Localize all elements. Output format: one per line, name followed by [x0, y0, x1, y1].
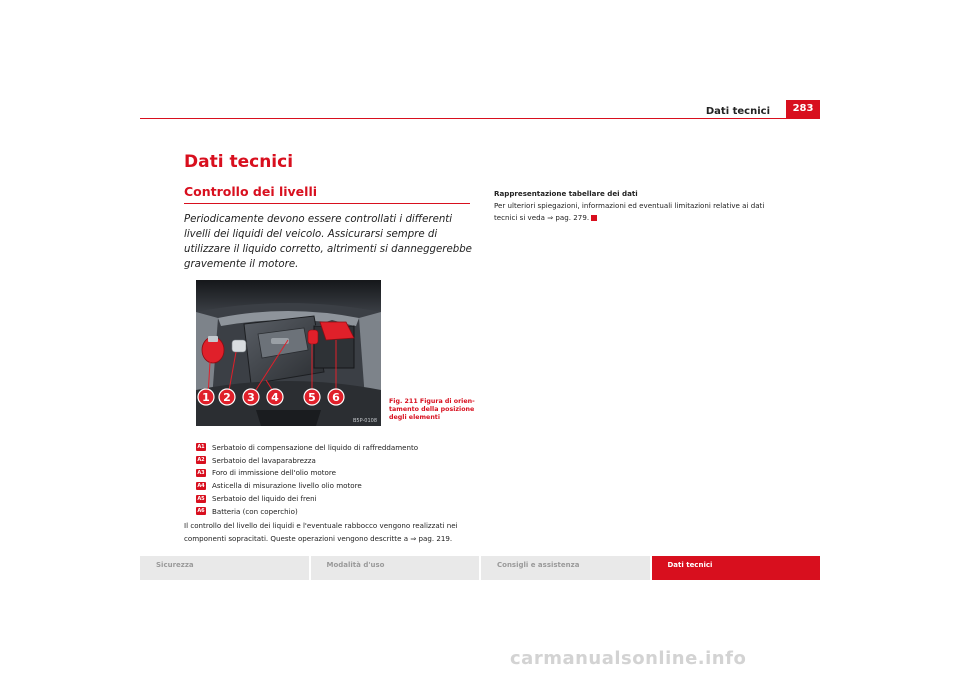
data-table-paragraph — [494, 200, 784, 224]
page-number: 283 — [786, 100, 820, 118]
figure-caption: Fig. 211 Figura di orien-tamento della posizione degli elementi — [389, 398, 475, 421]
data-table-text: Per ulteriori spiegazioni, informazioni ed eventuali limitazioni relative ai dati tecnici si veda ⇒ pag. 279. — [494, 201, 765, 222]
legend-badge: A5 — [197, 495, 205, 502]
callout-5 — [304, 389, 320, 405]
section-rule — [184, 203, 470, 204]
legend-badge: A3 — [197, 469, 205, 476]
section-title: Controllo dei livelli — [184, 184, 318, 199]
body-text: Il controllo del livello dei liquidi e l'eventuale rabbocco vengono realizzati nei componenti sopracitati. Queste operazioni vengono descritte a ⇒ pag. 219. — [184, 521, 458, 543]
svg-text:4: 4 — [271, 391, 279, 404]
svg-text:3: 3 — [247, 391, 255, 404]
data-table-heading: Rappresentazione tabellare dei dati — [494, 189, 638, 198]
intro-paragraph: Periodicamente devono essere controllati i differenti livelli dei liquidi del veicolo. Assicurarsi sempre di utilizzare il liquido corretto, altrimenti si danneggerebbe gravemente il motore. — [184, 214, 472, 270]
legend-text: Serbatoio del lavaparabrezza — [212, 455, 316, 465]
legend-text: Serbatoio del liquido dei freni — [212, 494, 317, 504]
legend-text: Serbatoio di compensazione del liquido di raffreddamento — [212, 442, 419, 452]
legend-text: Asticella di misurazione livello olio motore — [212, 481, 362, 491]
svg-text:6: 6 — [332, 391, 340, 404]
callout-4 — [267, 389, 283, 405]
legend-item — [196, 479, 418, 492]
svg-text:2: 2 — [223, 391, 231, 404]
figure-code: B5P-0108 — [352, 418, 377, 424]
legend-badge: A1 — [197, 444, 205, 451]
legend-text: Batteria (con coperchio) — [212, 506, 298, 516]
tab-consigli-assistenza[interactable]: Consigli e assistenza — [481, 556, 650, 580]
legend-badge: A4 — [197, 482, 205, 489]
watermark: carmanualsonline.info — [510, 648, 747, 669]
tab-modalita-uso[interactable]: Modalità d'uso — [311, 556, 480, 580]
section-end-icon — [591, 215, 597, 221]
tab-sicurezza[interactable]: Sicurezza — [140, 556, 309, 580]
header-rule — [140, 118, 820, 119]
legend-item — [196, 505, 418, 518]
legend-text: Foro di immissione dell'olio motore — [212, 468, 336, 478]
legend-item — [196, 467, 418, 480]
callout-3 — [243, 389, 259, 405]
callout-2 — [219, 389, 235, 405]
footer-nav — [140, 556, 820, 580]
body-paragraph — [184, 520, 484, 545]
callout-1 — [198, 389, 214, 405]
svg-text:1: 1 — [202, 391, 210, 404]
header-title: Dati tecnici — [705, 106, 770, 117]
chapter-title: Dati tecnici — [184, 152, 294, 172]
legend-badge: A6 — [197, 508, 205, 515]
engine-bay-figure — [196, 280, 381, 426]
tab-dati-tecnici[interactable]: Dati tecnici — [652, 556, 821, 580]
right-column — [494, 188, 784, 224]
legend-list — [196, 441, 418, 518]
callout-6 — [328, 389, 344, 405]
svg-text:5: 5 — [308, 391, 316, 404]
legend-item — [196, 492, 418, 505]
legend-item — [196, 441, 418, 454]
legend-item — [196, 454, 418, 467]
legend-badge: A2 — [197, 457, 205, 464]
engine-bay-illustration — [196, 280, 381, 426]
